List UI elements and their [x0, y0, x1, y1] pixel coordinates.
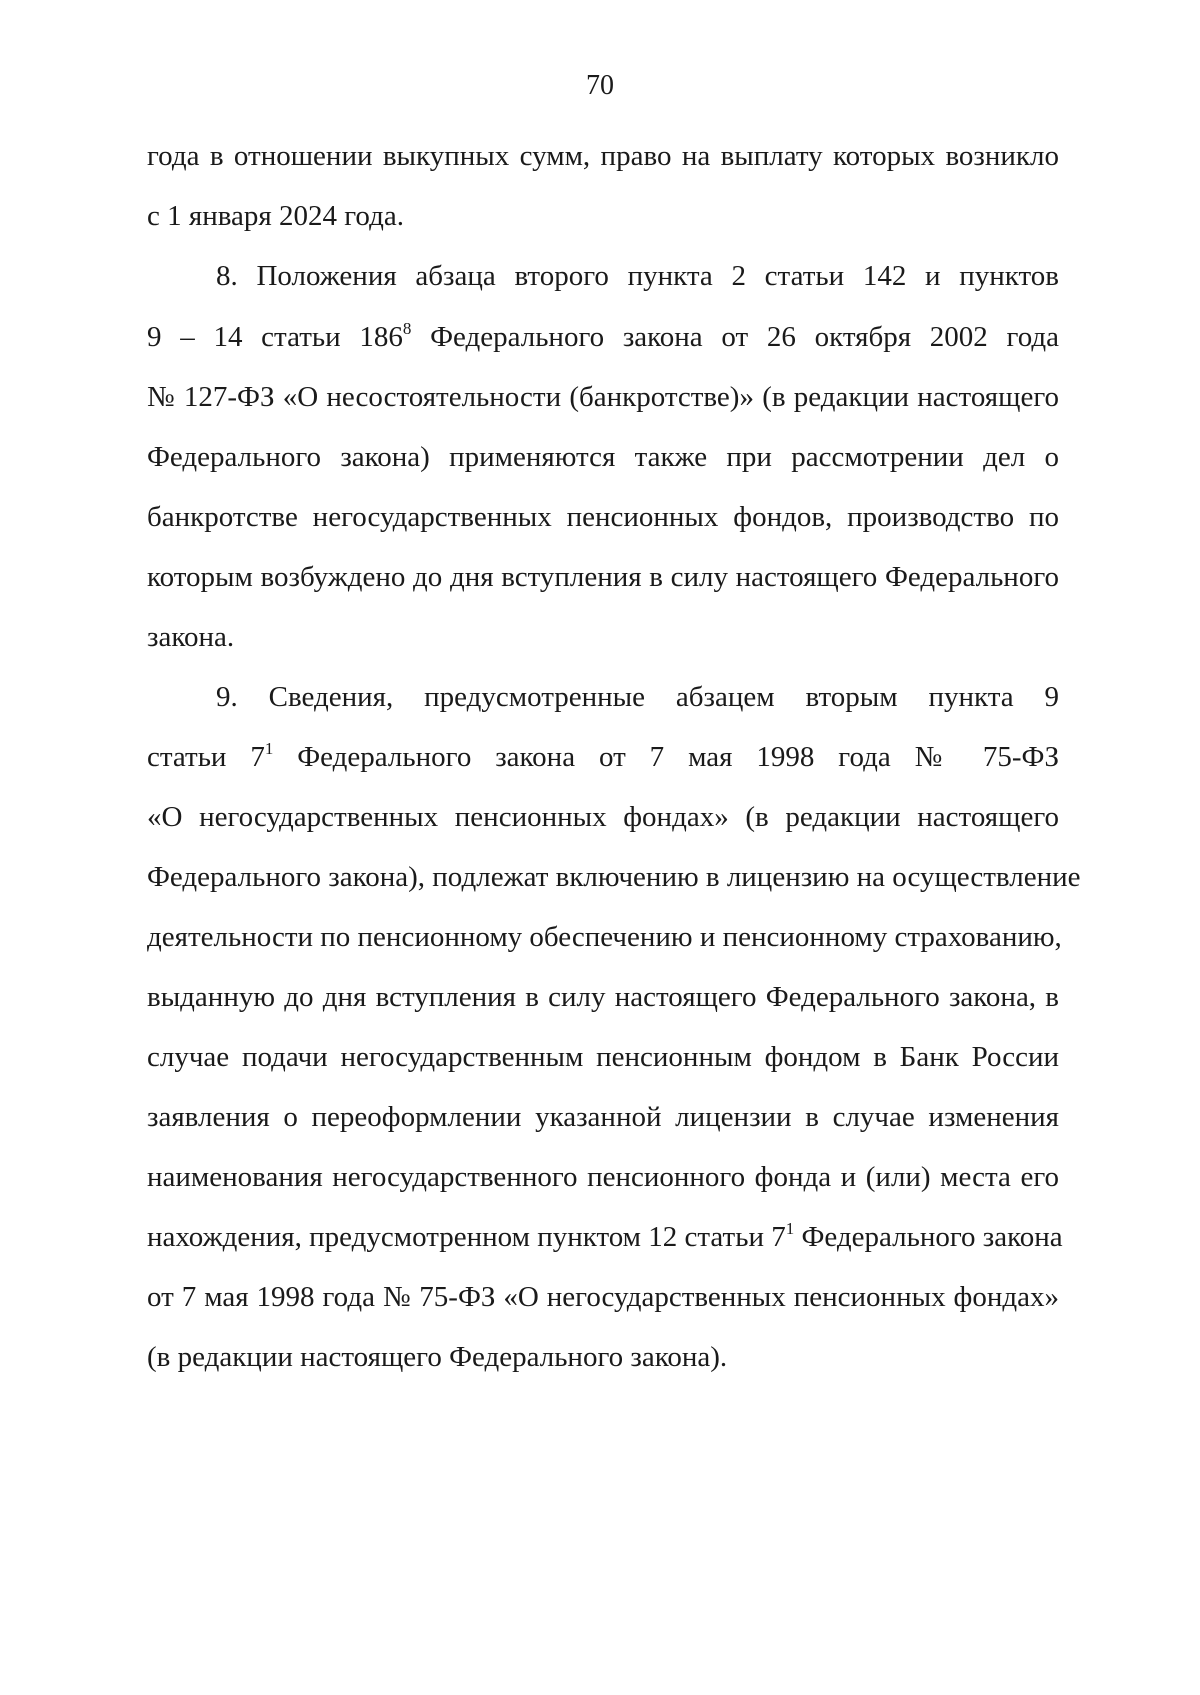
text-line: выданную до дня вступления в силу настоящего Федерального закона, в [147, 981, 1059, 1013]
text-line: деятельности по пенсионному обеспечению и пенсионному страхованию, [147, 921, 1062, 953]
text-line: от 7 мая 1998 года № 75-ФЗ «О негосударственных пенсионных фондах» [147, 1281, 1059, 1313]
text-line [147, 317, 1059, 357]
text-line: закона. [147, 621, 235, 653]
text-line: случае подачи негосударственным пенсионным фондом в Банк России [147, 1041, 1059, 1073]
text-line: № 127-ФЗ «О несостоятельности (банкротстве)» (в редакции настоящего [147, 381, 1059, 413]
text-line [147, 1217, 1063, 1257]
line-text: Федерального закона от 26 октября 2002 года [411, 321, 1059, 353]
text-line: года в отношении выкупных сумм, право на выплату которых возникло [147, 140, 1059, 172]
page-number: 70 [586, 70, 614, 101]
text-line: с 1 января 2024 года. [147, 200, 404, 232]
line-text: статьи 7 [147, 741, 265, 773]
text-line: Федерального закона) применяются также при рассмотрении дел о [147, 441, 1059, 473]
text-line: Федерального закона), подлежат включению в лицензию на осуществление [147, 861, 1081, 893]
line-text: Федерального закона от 7 мая 1998 года № 75-ФЗ [273, 741, 1059, 773]
superscript: 1 [785, 1219, 795, 1238]
text-line [147, 737, 1059, 777]
text-line: 9. Сведения, предусмотренные абзацем вторым пункта 9 [216, 681, 1059, 713]
text-line: которым возбуждено до дня вступления в силу настоящего Федерального [147, 561, 1059, 593]
line-text: нахождения, предусмотренном пунктом 12 статьи 7 [147, 1221, 786, 1253]
text-line: 8. Положения абзаца второго пункта 2 статьи 142 и пунктов [216, 260, 1059, 292]
superscript: 8 [402, 319, 412, 338]
text-line: (в редакции настоящего Федерального закона). [147, 1341, 728, 1373]
line-text: 9 – 14 статьи 186 [147, 321, 403, 353]
text-line: наименования негосударственного пенсионного фонда и (или) места его [147, 1161, 1059, 1193]
text-line: «О негосударственных пенсионных фондах» (в редакции настоящего [147, 801, 1059, 833]
line-text: Федерального закона [794, 1221, 1063, 1253]
text-line: заявления о переоформлении указанной лицензии в случае изменения [147, 1101, 1059, 1133]
text-line: банкротстве негосударственных пенсионных фондов, производство по [147, 501, 1059, 533]
superscript: 1 [264, 739, 274, 758]
